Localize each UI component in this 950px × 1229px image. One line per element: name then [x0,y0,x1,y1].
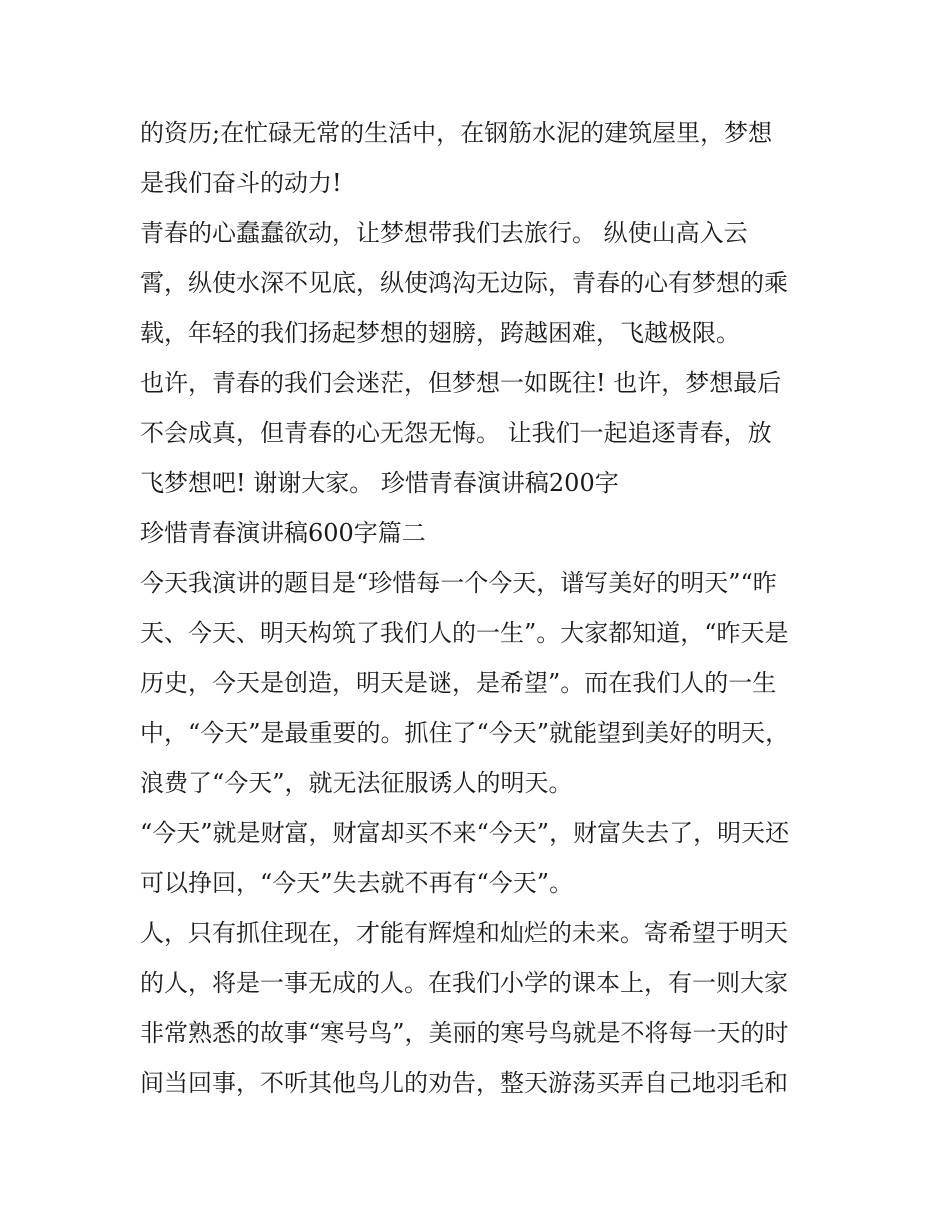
text-line: 历史，今天是创造，明天是谜，是希望”。而在我们人的一生 [140,669,777,697]
text-line: 的人，将是一事无成的人。在我们小学的课本上，有一则大家 [140,969,788,997]
text-line: “今天”就是财富，财富却买不来“今天”，财富失去了，明天还 [140,819,790,847]
section-heading: 珍惜青春演讲稿600字篇二 [140,519,426,547]
text-line: 是我们奋斗的动力! [140,169,342,197]
body-text [140,108,820,1108]
text-line: 今天我演讲的题目是“珍惜每一个今天，谱写美好的明天”“昨 [140,569,777,597]
text-line: 不会成真，但青春的心无怨无悔。 让我们一起追逐青春，放 [140,419,772,447]
text-line: 也许，青春的我们会迷茫，但梦想一如既往! 也许，梦想最后 [140,369,782,397]
text-line: 天、今天、明天构筑了我们人的一生”。大家都知道，“昨天是 [140,619,789,647]
text-line: 的资历;在忙碌无常的生活中，在钢筋水泥的建筑屋里，梦想 [140,119,773,147]
text-line: 载，年轻的我们扬起梦想的翅膀，跨越困难，飞越极限。 [140,319,740,347]
text-line: 中，“今天”是最重要的。抓住了“今天”就能望到美好的明天， [140,719,790,747]
text-line: 非常熟悉的故事“寒号鸟”，美丽的寒号鸟就是不将每一天的时 [140,1019,789,1047]
text-line: 霄，纵使水深不见底，纵使鸿沟无边际，青春的心有梦想的乘 [140,269,788,297]
text-line: 人，只有抓住现在，才能有辉煌和灿烂的未来。寄希望于明天 [140,919,788,947]
text-line: 间当回事，不听其他鸟儿的劝告，整天游荡买弄自己地羽毛和 [140,1069,788,1097]
text-line: 可以挣回，“今天”失去就不再有“今天”。 [140,869,574,897]
text-line: 浪费了“今天”，就无法征服诱人的明天。 [140,769,573,797]
text-line: 飞梦想吧! 谢谢大家。 珍惜青春演讲稿200字 [140,469,619,497]
text-line: 青春的心蠢蠢欲动，让梦想带我们去旅行。 纵使山高入云 [140,219,748,247]
